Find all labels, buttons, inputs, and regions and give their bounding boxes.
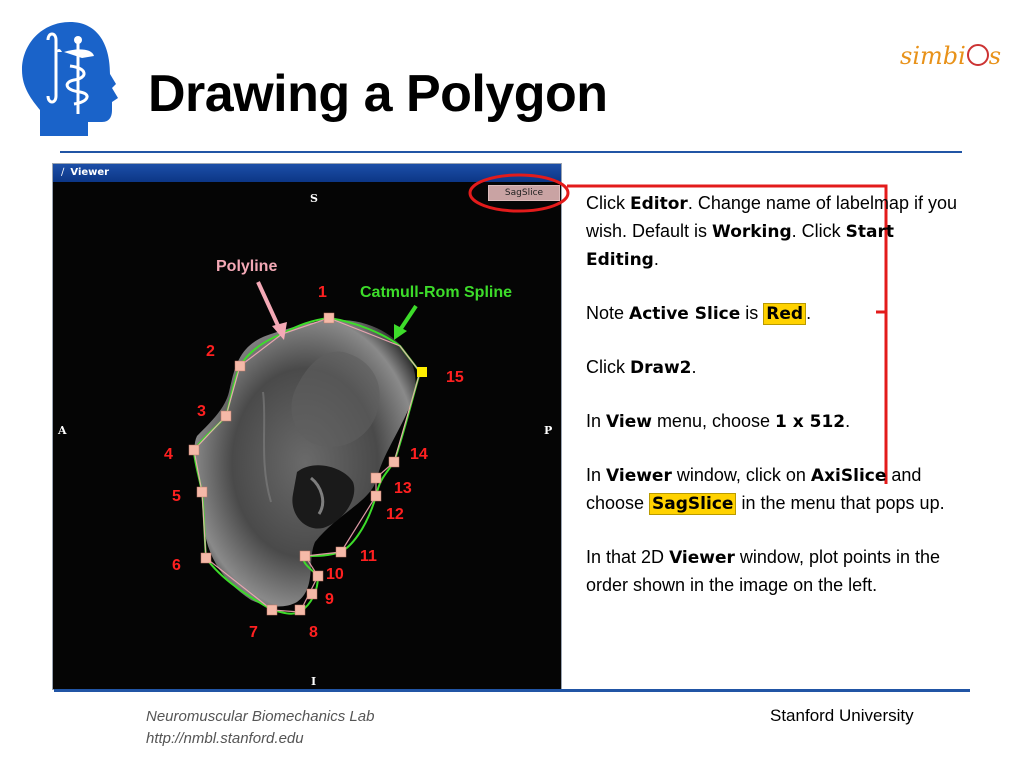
control-point (235, 361, 245, 371)
spline-label: Catmull-Rom Spline (360, 284, 513, 301)
point-number: 1 (318, 284, 327, 301)
point-number: 6 (172, 557, 181, 574)
control-point (307, 589, 317, 599)
control-point (267, 605, 277, 615)
active-control-point (417, 367, 427, 377)
polyline-contour (194, 318, 420, 612)
control-point (189, 445, 199, 455)
orientation-bottom-label: I (311, 675, 317, 688)
control-point (221, 411, 231, 421)
viewer-title: Viewer (70, 167, 110, 178)
polyline-arrow (258, 282, 280, 330)
control-point (336, 547, 346, 557)
point-number: 10 (326, 566, 344, 583)
instruction-step: Click Editor. Change name of labelmap if you wish. Default is Working. Click Start Editing. (586, 193, 957, 270)
instruction-step: In Viewer window, click on AxiSlice and choose SagSlice in the menu that pops up. (586, 465, 945, 514)
point-number: 12 (386, 506, 404, 523)
point-number: 14 (410, 446, 428, 463)
lab-url[interactable]: http://nmbl.stanford.edu (146, 730, 304, 747)
point-number: 15 (446, 369, 464, 386)
control-point (295, 605, 305, 615)
highlight-sagslice: SagSlice (649, 493, 736, 515)
orientation-right-label: P (544, 424, 553, 437)
highlight-red: Red (763, 303, 806, 325)
control-point (371, 473, 381, 483)
polyline-label: Polyline (216, 258, 278, 275)
point-number: 5 (172, 488, 181, 505)
simbios-logo: simbi s (900, 42, 1002, 70)
page-title: Drawing a Polygon (148, 65, 608, 123)
orientation-left-label: A (58, 424, 67, 437)
instructions-panel (586, 190, 966, 625)
point-number: 4 (164, 446, 173, 463)
control-point (300, 551, 310, 561)
point-number: 2 (206, 343, 215, 360)
point-number: 9 (325, 591, 334, 608)
spline-arrow (400, 306, 416, 330)
footer-divider (54, 689, 970, 692)
orientation-top-label: S (310, 192, 318, 205)
control-point (313, 571, 323, 581)
instruction-step: Click Draw2. (586, 357, 697, 378)
instruction-step: Note Active Slice is Red . (586, 303, 812, 324)
spline-contour (194, 318, 420, 614)
point-number: 11 (360, 548, 377, 565)
slice-select-button[interactable]: SagSlice (488, 185, 560, 201)
instruction-step: In that 2D Viewer window, plot points in the order shown in the image on the left. (586, 547, 941, 595)
control-point (197, 487, 207, 497)
instruction-step: In View menu, choose 1 x 512. (586, 411, 851, 432)
control-point (324, 313, 334, 323)
university-name: Stanford University (770, 706, 914, 725)
control-point (371, 491, 381, 501)
feather-icon: ∕ (61, 167, 65, 178)
footer-lab-info (146, 706, 374, 750)
point-number: 8 (309, 624, 318, 641)
point-number: 3 (197, 403, 206, 420)
point-number: 7 (249, 624, 258, 641)
control-point (389, 457, 399, 467)
lab-name: Neuromuscular Biomechanics Lab (146, 708, 375, 725)
control-point (201, 553, 211, 563)
callout-ellipse (470, 175, 568, 211)
point-number: 13 (394, 480, 412, 497)
